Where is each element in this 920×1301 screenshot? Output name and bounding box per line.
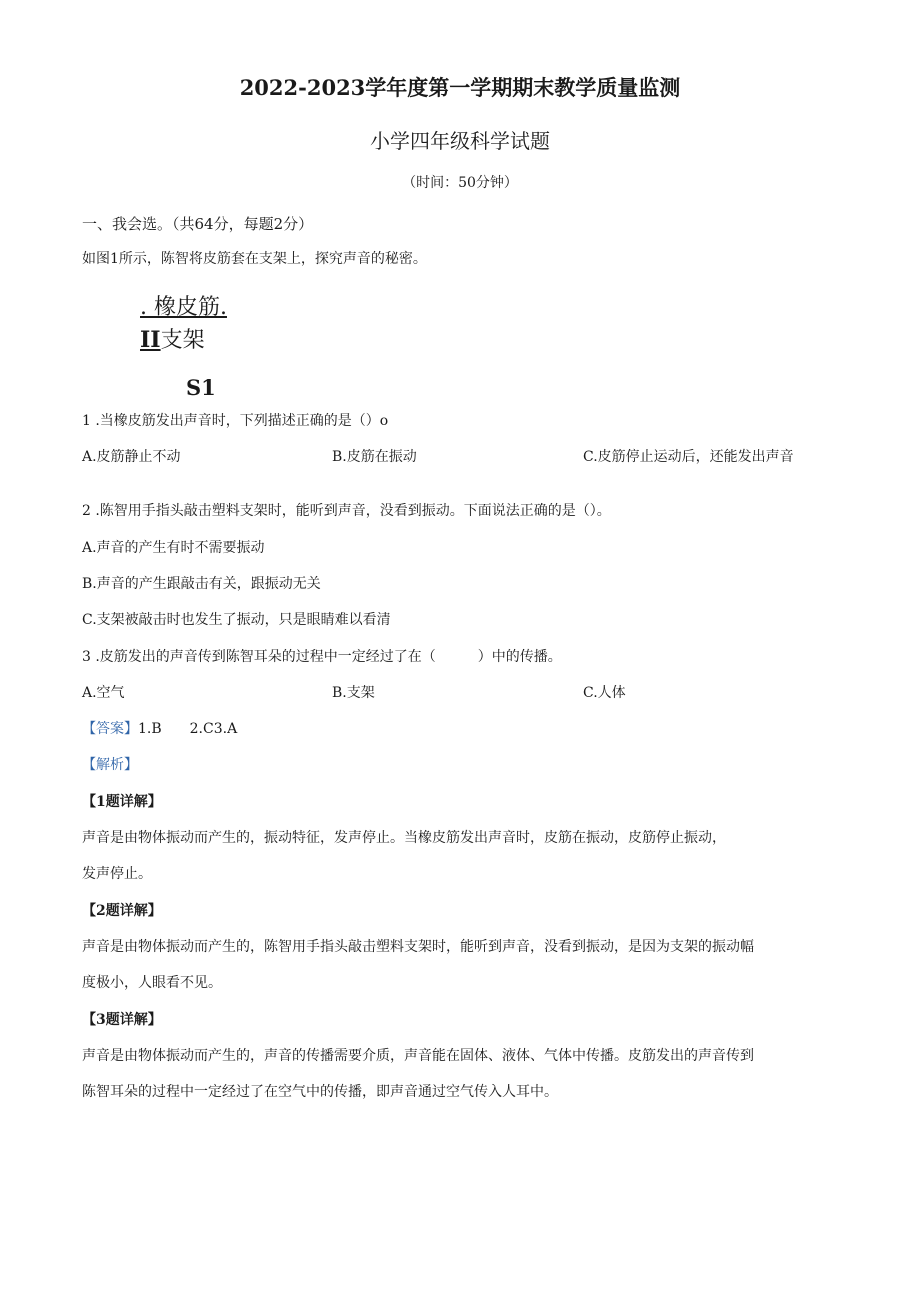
detail-3-line-1: 声音是由物体振动而产生的，声音的传播需要介质，声音能在固体、液体、气体中传播。皮筋发出的声音传到 [82,1048,754,1064]
question-2-stem: 2 .陈智用手指头敲击塑料支架时，能听到声音，没看到振动。下面说法正确的是（）。 [82,503,611,519]
question-2-option-b: B.声音的产生跟敲击有关，跟振动无关 [82,576,321,592]
question-3-option-b: B.支架 [332,685,375,701]
detail-3-line-2: 陈智耳朵的过程中一定经过了在空气中的传播，即声音通过空气传入人耳中。 [82,1084,558,1100]
detail-1-line-1: 声音是由物体振动而产生的，振动特征，发声停止。当橡皮筋发出声音时，皮筋在振动，皮筋停止振动， [82,830,726,846]
analysis-label: 【解析】 [82,757,138,773]
question-1-option-b: B.皮筋在振动 [332,449,417,465]
answer-label: 【答案】 [82,721,138,737]
answer-text: 1.B 2.C3.A [138,721,238,737]
question-3-option-a: A.空气 [82,685,125,701]
detail-1-line-2: 发声停止。 [82,866,152,882]
document-subtitle: 小学四年级科学试题 [370,129,550,153]
answer-line [82,718,237,738]
figure-label-rubber-band: . 橡皮筋. [140,295,227,320]
section-heading: 一、我会选。（共64分，每题2分） [82,215,314,233]
question-2-option-c: C.支架被敲击时也发生了振动，只是眼睛难以看清 [82,612,391,628]
question-3-stem: 3 .皮筋发出的声音传到陈智耳朵的过程中一定经过了在（ ）中的传播。 [82,649,562,665]
figure-label-stand-text: 支架 [160,328,205,353]
detail-2-line-1: 声音是由物体振动而产生的，陈智用手指头敲击塑料支架时，能听到声音，没看到振动，是因为支架的振动幅 [82,939,754,955]
detail-3-heading: 【3题详解】 [82,1012,162,1028]
question-1-stem: 1 .当橡皮筋发出声音时，下列描述正确的是（）o [82,413,389,429]
question-3-option-c: C.人体 [583,685,626,701]
figure-label-prefix: II [140,327,161,353]
detail-2-line-2: 度极小，人眼看不见。 [82,975,222,991]
document-title: 2022-2023学年度第一学期期末教学质量监测 [239,75,681,100]
exam-time: （时间：50分钟） [402,175,518,191]
detail-1-heading: 【1题详解】 [82,794,162,810]
section-intro: 如图1所示，陈智将皮筋套在支架上，探究声音的秘密。 [82,251,427,267]
question-1-option-c: C.皮筋停止运动后，还能发出声音 [583,449,794,465]
question-1-option-a: A.皮筋静止不动 [82,449,181,465]
detail-2-heading: 【2题详解】 [82,903,162,919]
question-2-option-a: A.声音的产生有时不需要振动 [82,540,265,556]
figure-caption: S1 [186,375,216,400]
figure-label-stand [140,323,205,354]
